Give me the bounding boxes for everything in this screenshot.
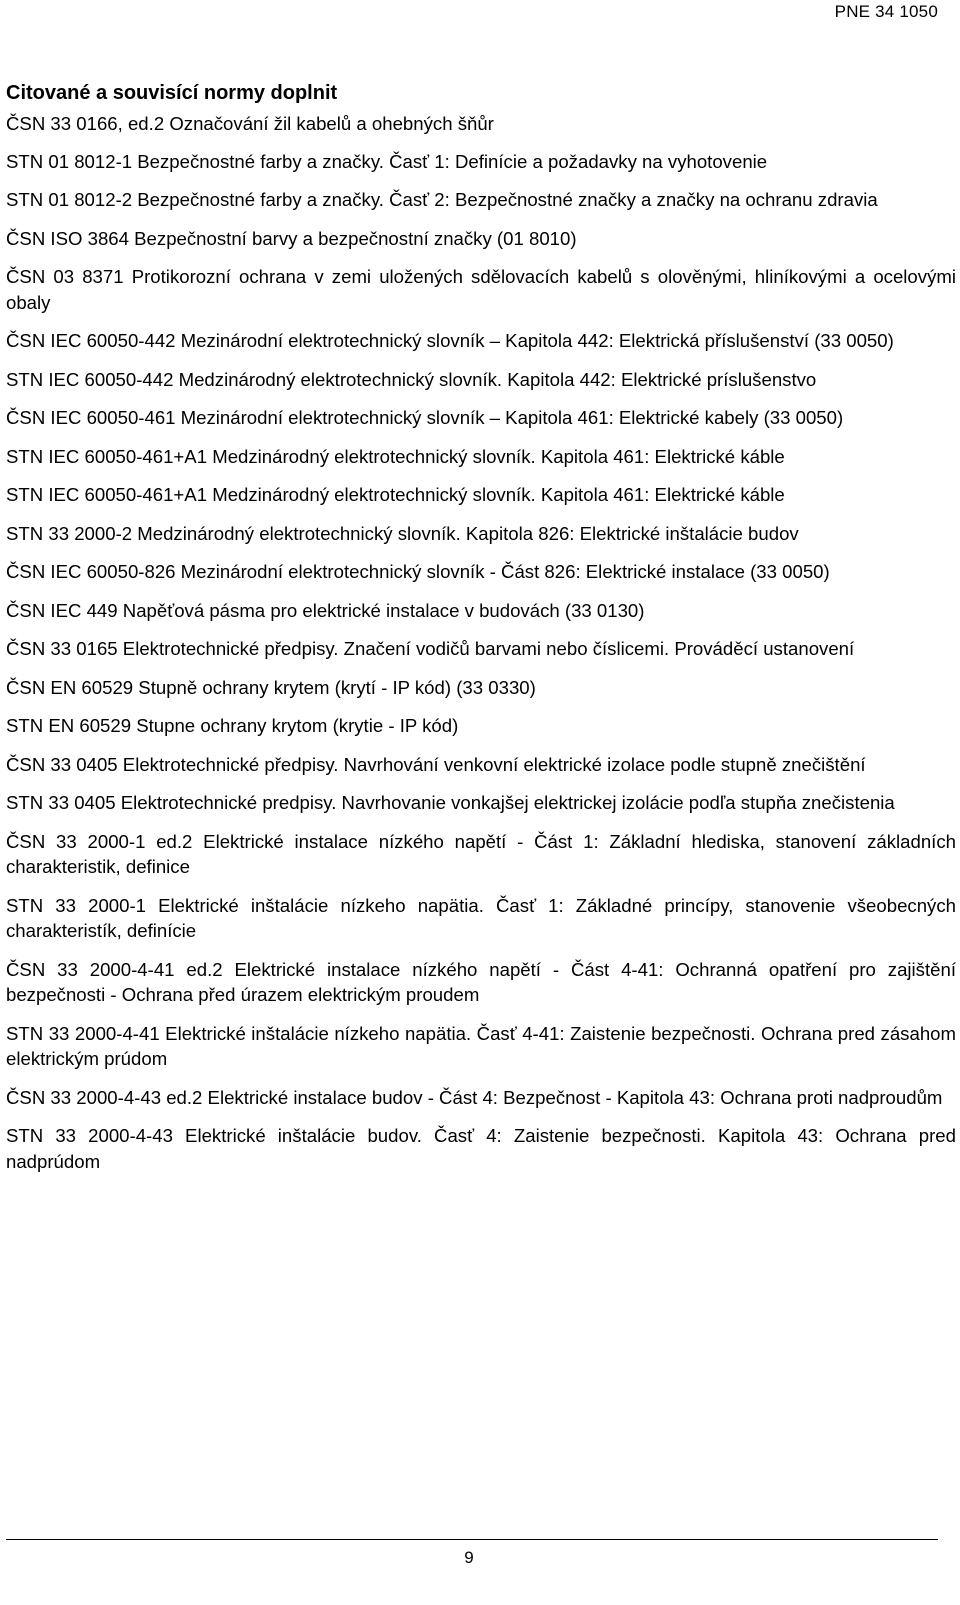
reference-item: ČSN IEC 60050-461 Mezinárodní elektrotechnický slovník – Kapitola 461: Elektrické kabely (33 0050): [6, 407, 844, 428]
reference-item: ČSN IEC 60050-826 Mezinárodní elektrotechnický slovník - Část 826: Elektrické instalace (33 0050): [6, 561, 830, 582]
reference-item: ČSN IEC 449 Napěťová pásma pro elektrické instalace v budovách (33 0130): [6, 599, 645, 621]
reference-item: STN 33 2000-1 Elektrické inštalácie nízkeho napätia. Časť 1: Základné princípy, stanovenie všeobecných charakteristík, definície: [6, 894, 956, 941]
reference-item: ČSN IEC 60050-442 Mezinárodní elektrotechnický slovník – Kapitola 442: Elektrická příslušenství (33 0050): [6, 330, 894, 351]
document-code: PNE 34 1050: [834, 2, 938, 21]
footer-divider: [6, 1539, 938, 1540]
section-title: Citované a souvisící normy doplnit: [6, 82, 338, 104]
reference-item: STN 33 0405 Elektrotechnické predpisy. Navrhovanie vonkajšej elektrickej izolácie podľa stupňa znečistenia: [6, 792, 895, 813]
reference-item: STN 33 2000-2 Medzinárodný elektrotechnický slovník. Kapitola 826: Elektrické inštalácie budov: [6, 522, 799, 544]
reference-item: ČSN 33 0165 Elektrotechnické předpisy. Značení vodičů barvami nebo číslicemi. Prováděcí ustanovení: [6, 638, 855, 659]
reference-item: ČSN 33 2000-4-41 ed.2 Elektrické instalace nízkého napětí - Část 4-41: Ochranná opatření pro zajištění bezpečnosti - Ochrana před úrazem elektrickým proudem: [6, 958, 956, 1005]
reference-item: ČSN 03 8371 Protikorozní ochrana v zemi uložených sdělovacích kabelů s olověnými, hliníkovými a ocelovými obaly: [6, 266, 956, 313]
reference-item: ČSN 33 2000-1 ed.2 Elektrické instalace nízkého napětí - Část 1: Základní hlediska, stanovení základních charakteristik, definice: [6, 830, 956, 877]
reference-list: [6, 111, 956, 1174]
reference-item: STN 01 8012-1 Bezpečnostné farby a značky. Časť 1: Definície a požadavky na vyhotovenie: [6, 150, 768, 172]
reference-item: ČSN ISO 3864 Bezpečnostní barvy a bezpečnostní značky (01 8010): [6, 227, 577, 249]
reference-item: STN 33 2000-4-43 Elektrické inštalácie budov. Časť 4: Zaistenie bezpečnosti. Kapitola 43: Ochrana pred nadprúdom: [6, 1125, 956, 1172]
reference-item: STN 33 2000-4-41 Elektrické inštalácie nízkeho napätia. Časť 4-41: Zaistenie bezpečnosti. Ochrana pred zásahom elektrickým prúdom: [6, 1022, 956, 1069]
page-number: 9: [464, 1548, 474, 1567]
reference-item: STN IEC 60050-442 Medzinárodný elektrotechnický slovník. Kapitola 442: Elektrické príslušenstvo: [6, 368, 817, 390]
reference-item: STN 01 8012-2 Bezpečnostné farby a značky. Časť 2: Bezpečnostné značky a značky na ochranu zdravia: [6, 189, 878, 210]
reference-item: ČSN EN 60529 Stupně ochrany krytem (krytí - IP kód) (33 0330): [6, 676, 536, 698]
reference-item: STN EN 60529 Stupne ochrany krytom (krytie - IP kód): [6, 715, 459, 736]
reference-item: STN IEC 60050-461+A1 Medzinárodný elektrotechnický slovník. Kapitola 461: Elektrické káble: [6, 484, 785, 505]
references-section: [6, 79, 956, 1187]
reference-item: ČSN 33 2000-4-43 ed.2 Elektrické instalace budov - Část 4: Bezpečnost - Kapitola 43: Ochrana proti nadproudům: [6, 1086, 943, 1108]
reference-item: ČSN 33 0405 Elektrotechnické předpisy. Navrhování venkovní elektrické izolace podle stupně znečištění: [6, 753, 866, 775]
reference-item: STN IEC 60050-461+A1 Medzinárodný elektrotechnický slovník. Kapitola 461: Elektrické káble: [6, 445, 785, 467]
reference-item: ČSN 33 0166, ed.2 Označování žil kabelů a ohebných šňůr: [6, 113, 494, 134]
